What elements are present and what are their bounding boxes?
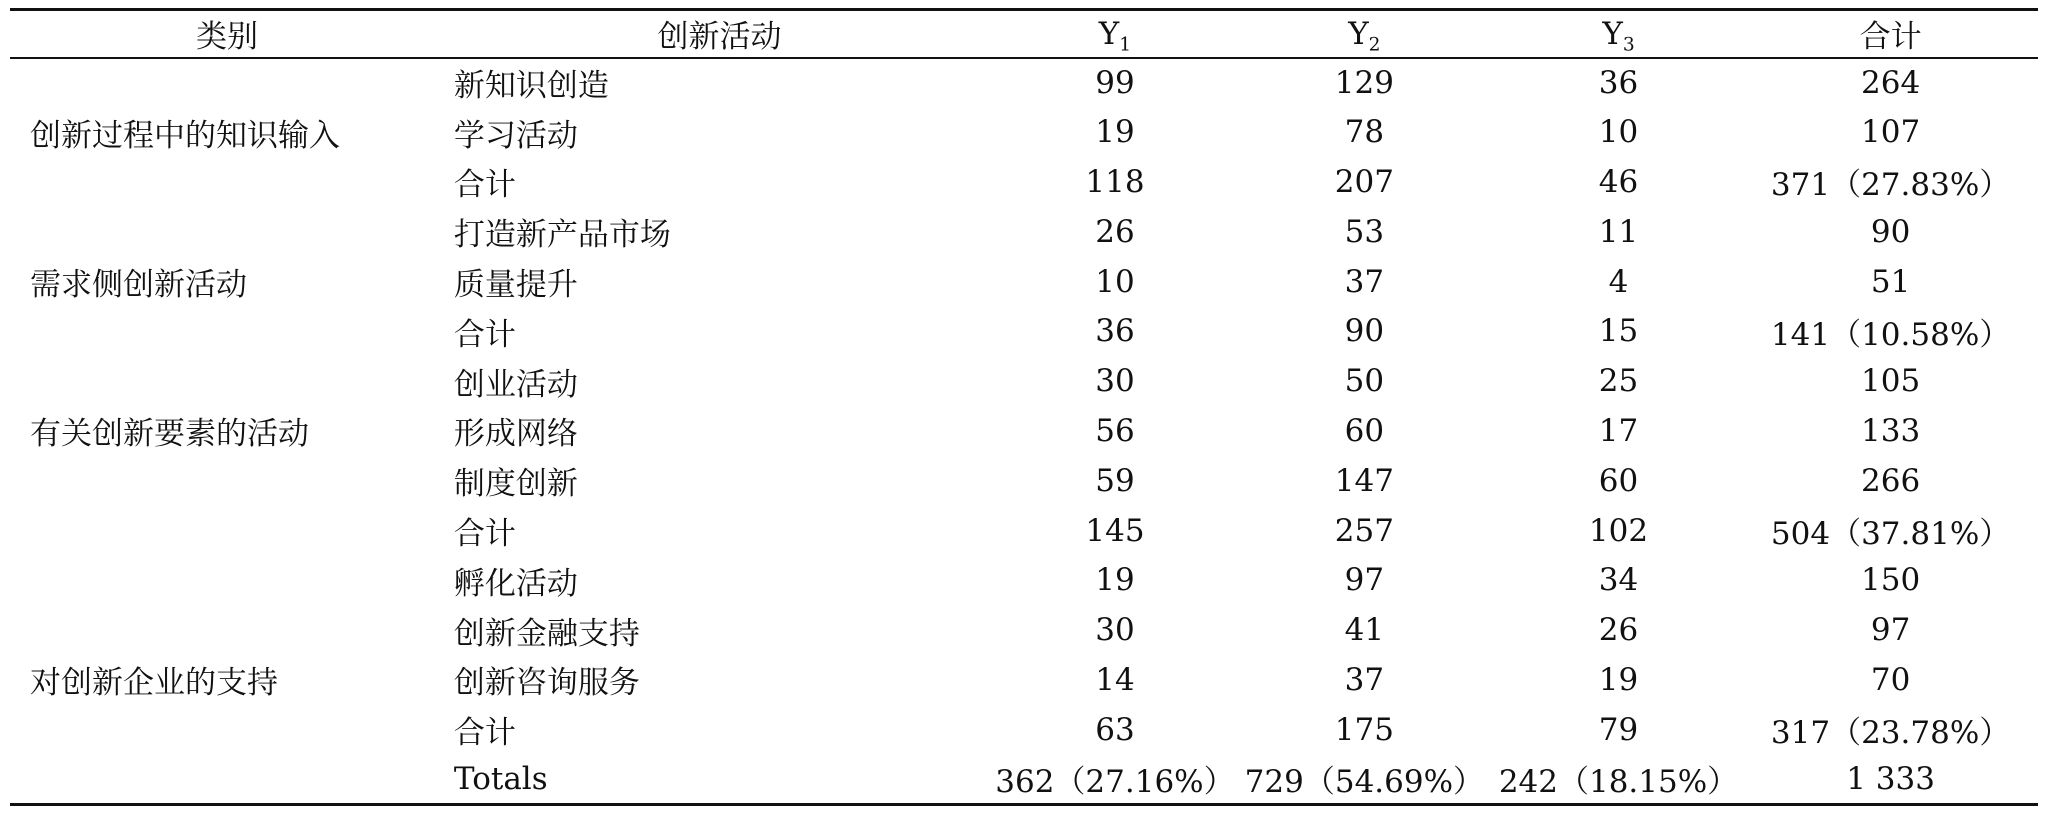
- cell-activity: 创新咨询服务: [453, 665, 640, 702]
- cell-y3: 15: [1598, 313, 1639, 350]
- cell-y3: 79: [1598, 711, 1639, 748]
- table-row: [10, 655, 2038, 705]
- cell-y2: 257: [1334, 512, 1394, 549]
- table-row: [10, 356, 2038, 406]
- cell-category: [10, 207, 444, 257]
- cell-activity: 合计: [453, 516, 516, 553]
- header-row: [10, 10, 2038, 58]
- cell-activity: 新知识创造: [453, 68, 609, 105]
- cell-y3: 19: [1598, 661, 1639, 698]
- header-y3-base: Y: [1602, 15, 1623, 52]
- cell-y3: 11: [1598, 213, 1639, 250]
- cell-category: [10, 705, 444, 755]
- cell-y1: 63: [1095, 711, 1135, 748]
- cell-y1: 59: [1095, 462, 1135, 499]
- header-y1: [995, 10, 1235, 58]
- cell-y2: 729（54.69%）: [1235, 755, 1494, 805]
- cell-category: [10, 356, 444, 406]
- cell-total: 105: [1861, 363, 1921, 400]
- table-row: [10, 605, 2038, 655]
- table-row: [10, 306, 2038, 356]
- header-total: 合计: [1743, 10, 2038, 58]
- cell-y3: 102: [1588, 512, 1649, 549]
- header-y3: [1494, 10, 1743, 58]
- cell-y3: 4: [1608, 263, 1629, 300]
- table-header: [10, 10, 2038, 58]
- cell-y2: 97: [1344, 562, 1385, 599]
- cell-activity: 合计: [453, 715, 516, 752]
- cell-y2: 129: [1334, 64, 1394, 101]
- cell-total: 51: [1870, 263, 1911, 300]
- cell-y3: 60: [1598, 462, 1639, 499]
- header-y1-base: Y: [1098, 15, 1120, 52]
- table-row: [10, 406, 2038, 456]
- cell-y1: 56: [1095, 412, 1135, 449]
- cell-y1: 19: [1095, 114, 1135, 151]
- cell-category: [10, 58, 444, 108]
- cell-y3: 26: [1598, 612, 1639, 649]
- cell-total: 141（10.58%）: [1770, 316, 2011, 353]
- cell-y1: 10: [1095, 263, 1135, 300]
- cell-y2: 175: [1334, 711, 1394, 748]
- cell-category: [10, 605, 444, 655]
- cell-y3: 10: [1598, 114, 1639, 151]
- table-row: [10, 456, 2038, 506]
- table-row: [10, 157, 2038, 207]
- table-row: [10, 107, 2038, 157]
- cell-category: [10, 755, 444, 805]
- table-row: [10, 555, 2038, 605]
- cell-y1: 145: [1085, 512, 1145, 549]
- cell-total: 90: [1870, 213, 1911, 250]
- header-activity: 创新活动: [444, 10, 995, 58]
- cell-total: 371（27.83%）: [1770, 167, 2011, 204]
- cell-y2: 207: [1334, 163, 1394, 200]
- cell-activity: 打造新产品市场: [453, 217, 671, 254]
- cell-category: [10, 506, 444, 556]
- header-y2-base: Y: [1348, 15, 1369, 52]
- cell-activity: 创业活动: [453, 366, 578, 403]
- cell-total: 133: [1861, 412, 1921, 449]
- cell-total: 150: [1861, 562, 1921, 599]
- cell-category: 需求侧创新活动: [30, 267, 247, 304]
- cell-y2: 78: [1344, 114, 1385, 151]
- cell-y1: 14: [1095, 661, 1135, 698]
- cell-y3: 17: [1598, 412, 1639, 449]
- cell-y1: 99: [1095, 64, 1135, 101]
- cell-y3: 46: [1598, 163, 1639, 200]
- cell-total: 317（23.78%）: [1770, 715, 2011, 752]
- cell-activity: 合计: [453, 316, 516, 353]
- cell-category: [10, 456, 444, 506]
- cell-activity: 合计: [453, 167, 516, 204]
- table-body: [10, 58, 2038, 805]
- cell-category: [10, 157, 444, 207]
- cell-y2: 53: [1344, 213, 1385, 250]
- header-category: 类别: [10, 10, 444, 58]
- cell-total: 504（37.81%）: [1770, 516, 2011, 553]
- cell-y3: 34: [1598, 562, 1639, 599]
- table-row: [10, 705, 2038, 755]
- cell-category: 对创新企业的支持: [30, 665, 278, 702]
- header-y1-sub: 1: [1119, 34, 1132, 56]
- cell-y2: 37: [1344, 661, 1385, 698]
- table-row: [10, 506, 2038, 556]
- cell-y1: 26: [1095, 213, 1135, 250]
- cell-y1: 30: [1095, 612, 1135, 649]
- table-row: [10, 207, 2038, 257]
- cell-category: [10, 555, 444, 605]
- cell-activity: 形成网络: [453, 416, 578, 453]
- cell-y1: 36: [1095, 313, 1135, 350]
- cell-total: 264: [1861, 64, 1921, 101]
- cell-total: 97: [1870, 612, 1911, 649]
- table-row: [10, 755, 2038, 805]
- table-row: [10, 58, 2038, 108]
- cell-total: 1 333: [1743, 755, 2038, 805]
- cell-total: 70: [1870, 661, 1911, 698]
- cell-y1: 118: [1085, 163, 1145, 200]
- cell-total: 107: [1861, 114, 1921, 151]
- cell-y1: 30: [1095, 363, 1135, 400]
- cell-y3: 36: [1598, 64, 1639, 101]
- header-y2: [1235, 10, 1494, 58]
- cell-y3: 242（18.15%）: [1494, 755, 1743, 805]
- cell-activity: 学习活动: [453, 117, 578, 154]
- table-row: [10, 257, 2038, 307]
- cell-y2: 90: [1344, 313, 1385, 350]
- cell-category: 创新过程中的知识输入: [30, 117, 340, 154]
- cell-category: 有关创新要素的活动: [30, 416, 309, 453]
- innovation-activity-table: [10, 8, 2038, 806]
- cell-y2: 41: [1344, 612, 1385, 649]
- cell-y2: 37: [1344, 263, 1385, 300]
- cell-activity: Totals: [444, 755, 995, 805]
- cell-y2: 50: [1344, 363, 1385, 400]
- cell-y1: 362（27.16%）: [995, 755, 1235, 805]
- cell-y3: 25: [1598, 363, 1639, 400]
- cell-activity: 创新金融支持: [453, 615, 640, 652]
- header-y3-sub: 3: [1622, 34, 1635, 56]
- cell-activity: 质量提升: [453, 267, 578, 304]
- cell-y1: 19: [1095, 562, 1135, 599]
- cell-total: 266: [1861, 462, 1921, 499]
- cell-category: [10, 306, 444, 356]
- header-y2-sub: 2: [1368, 34, 1381, 56]
- cell-y2: 147: [1334, 462, 1394, 499]
- cell-activity: 制度创新: [453, 466, 578, 503]
- cell-y2: 60: [1344, 412, 1385, 449]
- cell-activity: 孵化活动: [453, 565, 578, 602]
